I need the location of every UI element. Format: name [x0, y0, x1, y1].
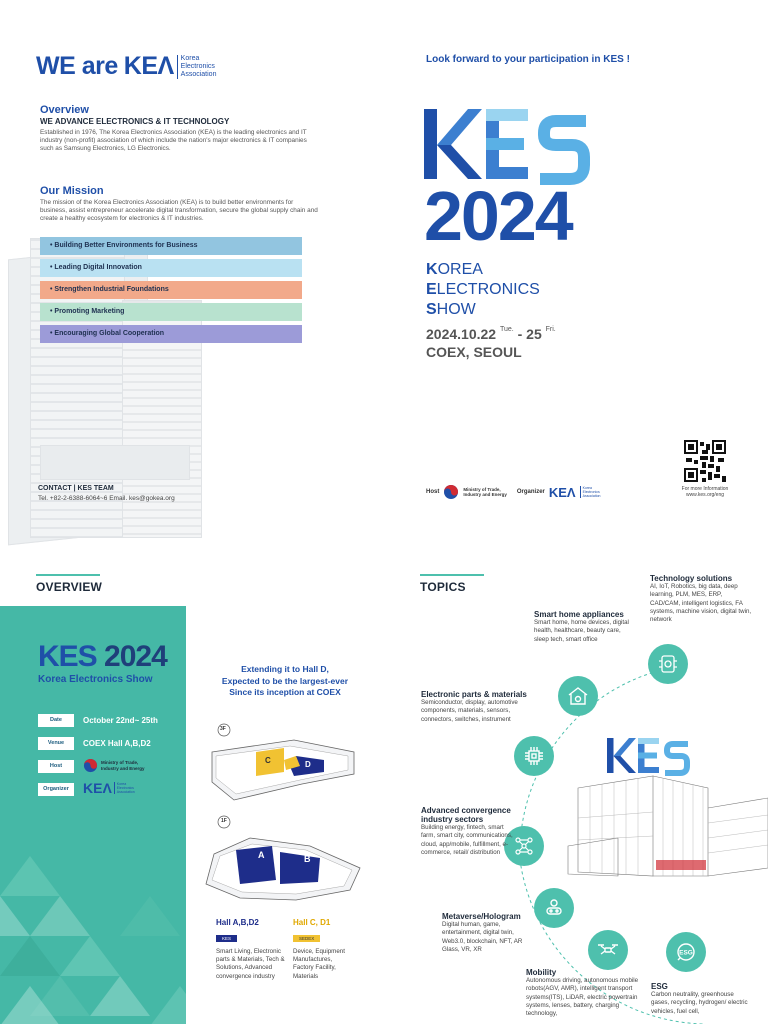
coex-building-sketch	[558, 768, 768, 880]
kes-logo-center	[606, 736, 698, 776]
extend-note: Extending it to Hall D, Expected to be the largest-ever Since its inception at COEX	[221, 664, 349, 697]
contact-title: CONTACT | KES TEAM	[38, 485, 114, 492]
hall-cd1-info	[293, 918, 353, 981]
topic-electronic-parts: Electronic parts & materials Semiconductor, display, automotive components, materials, sensors, connectors, switches, instrument	[421, 690, 527, 723]
topic-technology: Technology solutions AI, IoT, Robotics, big data, deep learning, PLM, MES, ERP, CAD/CAM, intelligent logistics, FA systems, machine vision, digital twin, network	[650, 574, 752, 624]
topic-metaverse: Metaverse/Hologram Digital human, game, entertainment, digital twin, Web3.0, blockchain, NFT, AR Glass, VR, XR	[442, 912, 523, 953]
venue-label: Venue	[38, 737, 74, 750]
hall-cd1-badge: SEDEX	[293, 935, 320, 942]
qr-code-icon[interactable]	[684, 440, 726, 482]
kea-logo-small: KEΛ	[548, 484, 576, 500]
floor-plan-1f	[200, 814, 365, 914]
card-title: KES 2024	[38, 640, 167, 673]
host-row	[426, 484, 601, 500]
metaverse-icon	[534, 888, 574, 928]
topics-panel	[384, 540, 768, 1024]
show-name: KOREA ELECTRONICS SHOW	[426, 261, 540, 318]
kea-fullname-small: Korea Electronics Association	[580, 486, 601, 498]
we-are-text: WE are	[36, 52, 118, 80]
organizer-label: Organizer	[516, 489, 545, 495]
venue-value: COEX Hall A,B,D2	[83, 739, 151, 748]
overview-heading: Overview	[40, 104, 89, 116]
hall-c-label: C	[265, 756, 271, 765]
host-value: Ministry of Trade, Industry and Energy	[83, 758, 145, 773]
mission-item: • Strengthen Industrial Foundations	[40, 281, 302, 299]
kes-logo-large	[424, 105, 604, 185]
hall-abd2-badge: KES	[216, 935, 237, 942]
korea-emblem-icon	[443, 484, 459, 500]
esg-icon-text: ESG	[679, 949, 693, 957]
technology-solutions-icon	[648, 644, 688, 684]
mission-body: The mission of the Korea Electronics Association (KEA) is to build better environments for business, assist entrepreneur accelerate digital transformation, secure the global supply chain and create a healthy ecosystem for electronics & IT industries.	[40, 199, 318, 222]
ministry-name: Ministry of Trade, Industry and Energy	[463, 486, 507, 497]
mission-item: • Leading Digital Innovation	[40, 259, 302, 277]
overview-section-heading: OVERVIEW	[36, 580, 103, 594]
date-value: October 22nd~ 25th	[83, 716, 158, 725]
organizer-value: KEΛ Korea Electronics Association	[83, 780, 135, 796]
korea-emblem-icon	[83, 758, 98, 773]
hall-b-label: B	[304, 854, 311, 864]
floor-plan-3f	[204, 722, 364, 812]
hall-d-label: D	[305, 760, 311, 769]
triangle-pattern	[0, 856, 186, 1024]
mission-item: • Encouraging Global Cooperation	[40, 325, 302, 343]
smart-home-icon	[558, 676, 598, 716]
host-label: Host	[38, 760, 74, 773]
topic-esg: ESG Carbon neutrality, greenhouse gases, recycling, hydrogen/ electric vehicles, fuel cell,	[651, 982, 748, 1015]
mission-heading: Our Mission	[40, 185, 104, 197]
hall-abd2-title: Hall A,B,D2	[216, 918, 259, 927]
floor-3f-label: 3F	[220, 726, 226, 732]
overview-body: Established in 1976, The Korea Electronics Association (KEA) is the leading electronics and IT industry (non-profit) association of which include the nation's major electronics & IT companies such as Samsung Electronics, LG Electronics.	[40, 129, 307, 152]
kea-fullname: Korea Electronics Association	[177, 55, 217, 79]
contact-details: Tel. +82-2-6388-6064~6 Email. kes@gokea.org	[38, 495, 175, 502]
mission-item: • Promoting Marketing	[40, 303, 302, 321]
kea-wordmark: KEΛ	[123, 52, 174, 80]
kea-logo	[36, 52, 216, 81]
topics-heading: TOPICS	[420, 580, 466, 594]
topic-mobility: Mobility Autonomous driving, autonomous mobile robots(AGV, AMR), intelligent transport systems(ITS), LiDAR, electric powertrain systems, lenses, battery, charging technology,	[526, 968, 639, 1018]
hall-cd1-title: Hall C, D1	[293, 918, 331, 927]
hall-abd2-info	[216, 918, 286, 981]
cover-panel	[384, 0, 768, 540]
esg-icon	[666, 932, 706, 972]
kea-panel	[0, 0, 384, 540]
host-label: Host	[426, 489, 440, 495]
topic-advanced: Advanced convergence industry sectors Building energy, fintech, smart farm, smart city, communications, cloud, app/mobile, fulfillment, e-commerce, retail/ distribution	[421, 806, 513, 856]
hall-a-label: A	[258, 850, 265, 860]
event-dates: 2024.10.22 $^{Tue.}$ - 25 $^{Fri.}$	[426, 326, 556, 342]
date-label: Date	[38, 714, 74, 727]
electronic-parts-icon	[514, 736, 554, 776]
mobility-drone-icon	[588, 930, 628, 970]
hall-cd1-desc: Device, Equipment Manufactures, Factory Facility, Materials	[293, 948, 345, 980]
event-venue: COEX, SEOUL	[426, 344, 522, 360]
qr-caption: For more Information www.kes.org/eng	[681, 486, 729, 498]
cover-year: 2024	[424, 177, 572, 255]
topic-smart-home: Smart home appliances Smart home, home devices, digital health, healthcare, beauty care, sleep tech, smart office	[534, 610, 629, 643]
hall-abd2-desc: Smart Living, Electronic parts & Materials, Tech & Solutions, Advanced convergence industry	[216, 948, 285, 980]
floor-1f-label: 1F	[221, 818, 227, 824]
overview-panel	[0, 540, 384, 1024]
kes-info-card	[0, 606, 186, 1024]
cover-tagline: Look forward to your participation in KES !	[426, 54, 630, 65]
organizer-label: Organizer	[38, 783, 74, 796]
mission-item: • Building Better Environments for Business	[40, 237, 302, 255]
card-subtitle: Korea Electronics Show	[38, 674, 153, 685]
overview-subheading: WE ADVANCE ELECTRONICS & IT TECHNOLOGY	[40, 117, 230, 126]
